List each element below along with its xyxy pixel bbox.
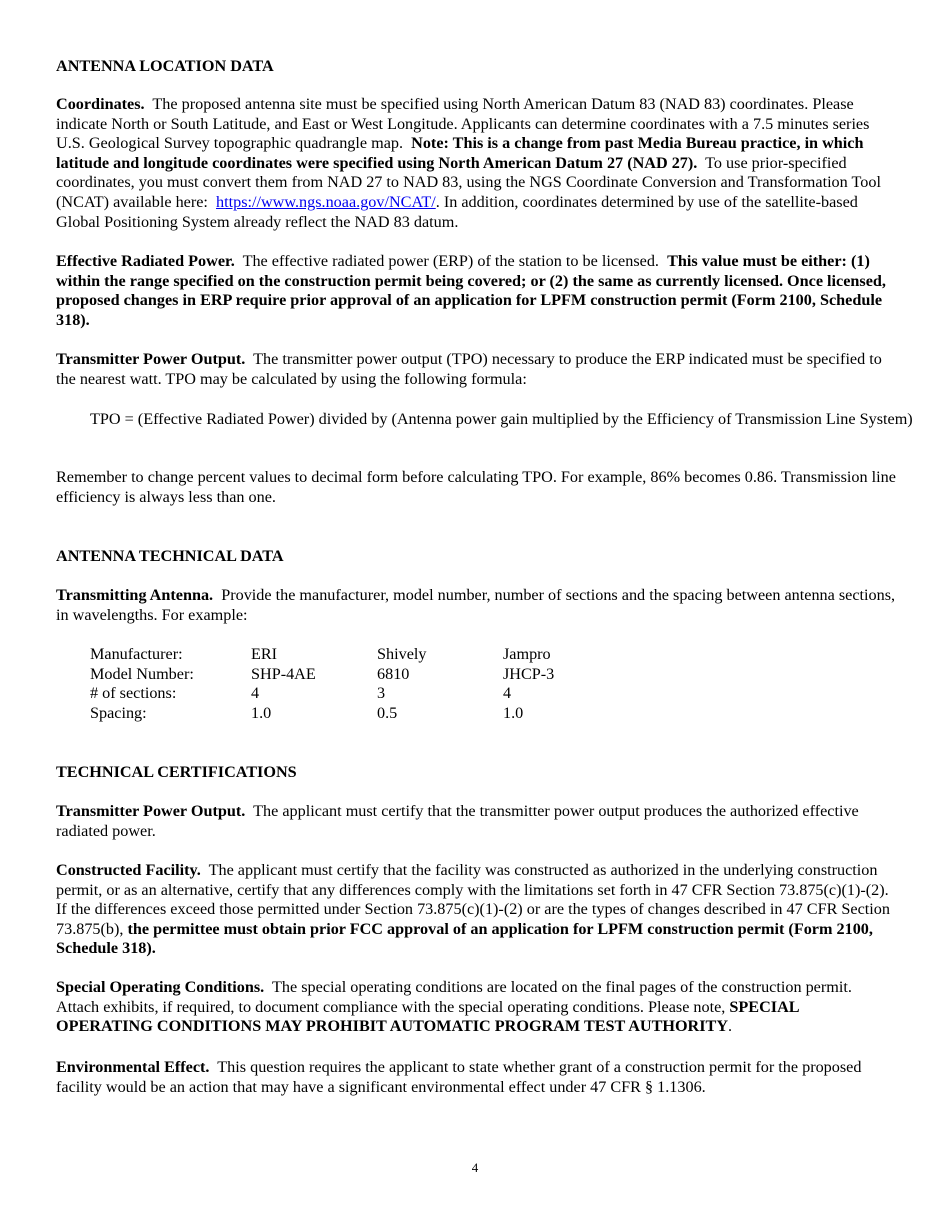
table-cell: Model Number:: [90, 664, 194, 683]
special-conditions-warning: SPECIAL OPERATING CONDITIONS MAY PROHIBIT AUTOMATIC PROGRAM TEST AUTHORITY: [56, 997, 799, 1036]
special-conditions-text: The special operating conditions are located on the final pages of the construction permit. Attach exhibits, if required, to document compliance with the special operating conditions. Please note,: [56, 978, 852, 1016]
tpo-label: Transmitter Power Output.: [56, 350, 246, 368]
page-number: 4: [471, 1160, 479, 1175]
table-row: [90, 684, 554, 704]
special-conditions-period: .: [728, 1017, 733, 1036]
coordinates-conversion-text: To use prior-specified coordinates, you must convert them from NAD 27 to NAD 83, using the NGS Coordinate Conversion and Transformation Tool (NCAT) available here:: [56, 153, 881, 211]
erp-paragraph: [56, 252, 898, 330]
table-cell: # of sections:: [90, 684, 177, 703]
coordinates-gps-text: . In addition, coordinates determined by use of the satellite-based Global Positioning System already reflect the NAD 83 datum.: [56, 192, 858, 231]
constructed-facility-text: The applicant must certify that the facility was constructed as authorized in the underlying construction permit, or as an alternative, certify that any differences comply with the limitations set forth in 47 CFR Section 73.875(c)(1)-(2). If the differences exceed those permitted under Section 73.875(c)(1)-(2) or are the types of changes described in 47 CFR Section 73.875(b),: [56, 861, 890, 938]
table-cell: ERI: [251, 645, 278, 663]
table-cell: 4: [503, 684, 512, 703]
table-cell: 6810: [377, 664, 410, 683]
constructed-facility-requirement: the permittee must obtain prior FCC approval of an application for LPFM construction permit (Form 2100, Schedule 318).: [56, 919, 873, 958]
tpo-remember-paragraph: Remember to change percent values to decimal form before calculating TPO. For example, 86% becomes 0.86. Transmission line efficiency is always less than one.: [56, 468, 896, 506]
cert-tpo-paragraph: [56, 802, 898, 841]
cert-tpo-text: The applicant must certify that the transmitter power output produces the authorized effective radiated power.: [56, 802, 859, 840]
transmitting-antenna-text: Provide the manufacturer, model number, number of sections and the spacing between antenna sections, in wavelengths. For example:: [56, 586, 896, 624]
constructed-facility-paragraph: [56, 861, 898, 959]
section-heading-antenna-technical: ANTENNA TECHNICAL DATA: [56, 547, 284, 565]
table-cell: 1.0: [503, 703, 524, 722]
environmental-effect-label: Environmental Effect.: [56, 1058, 210, 1076]
tpo-paragraph: [56, 350, 898, 389]
erp-requirement: This value must be either: (1) within the range specified on the construction permit being covered; or (2) the same as currently licensed. Once licensed, proposed changes in ERP require prior approval of an application for LPFM construction permit (Form 2100, Schedule 318).: [56, 252, 886, 329]
table-cell: 0.5: [377, 703, 398, 722]
erp-text: The effective radiated power (ERP) of the station to be licensed.: [242, 252, 659, 270]
coordinates-paragraph: [56, 95, 898, 232]
table-cell: Jampro: [503, 645, 551, 663]
special-conditions-paragraph: [56, 978, 898, 1037]
transmitting-antenna-paragraph: [56, 586, 898, 625]
table-row: [90, 645, 554, 665]
section-heading-technical-certifications: TECHNICAL CERTIFICATIONS: [56, 763, 297, 781]
environmental-effect-paragraph: [56, 1058, 898, 1097]
erp-label: Effective Radiated Power.: [56, 252, 235, 270]
environmental-effect-text: This question requires the applicant to state whether grant of a construction permit for the proposed facility would be an action that may have a significant environmental effect under 47 CFR § 1.1306.: [56, 1058, 862, 1096]
coordinates-note: Note: This is a change from past Media Bureau practice, in which latitude and longitude coordinates were specified using North American Datum 27 (NAD 27).: [56, 134, 864, 172]
tpo-formula: TPO = (Effective Radiated Power) divided by (Antenna power gain multiplied by the Efficiency of Transmission Line System): [90, 410, 913, 428]
antenna-example-table: [90, 645, 554, 723]
coordinates-text: The proposed antenna site must be specified using North American Datum 83 (NAD 83) coordinates. Please indicate North or South Latitude, and East or West Longitude. Applicants can determine coordinates with a 7.5 minutes series U.S. Geological Survey topographic quadrangle map.: [56, 95, 870, 153]
transmitting-antenna-label: Transmitting Antenna.: [56, 586, 214, 604]
table-cell: Shively: [377, 645, 427, 663]
table-row: [90, 704, 554, 724]
special-conditions-label: Special Operating Conditions.: [56, 978, 265, 996]
table-cell: SHP-4AE: [251, 664, 316, 683]
table-row: [90, 665, 554, 685]
table-cell: Spacing:: [90, 703, 147, 722]
ncat-link[interactable]: https://www.ngs.noaa.gov/NCAT/: [216, 192, 436, 211]
table-cell: 3: [377, 684, 386, 703]
table-cell: 1.0: [251, 703, 272, 722]
tpo-text: The transmitter power output (TPO) necessary to produce the ERP indicated must be specified to the nearest watt. TPO may be calculated by using the following formula:: [56, 350, 882, 388]
table-cell: JHCP-3: [503, 664, 555, 683]
table-cell: 4: [251, 684, 260, 703]
section-heading-antenna-location: ANTENNA LOCATION DATA: [56, 57, 274, 75]
constructed-facility-label: Constructed Facility.: [56, 861, 201, 879]
coordinates-label: Coordinates.: [56, 95, 145, 113]
table-cell: Manufacturer:: [90, 645, 183, 663]
cert-tpo-label: Transmitter Power Output.: [56, 802, 246, 820]
